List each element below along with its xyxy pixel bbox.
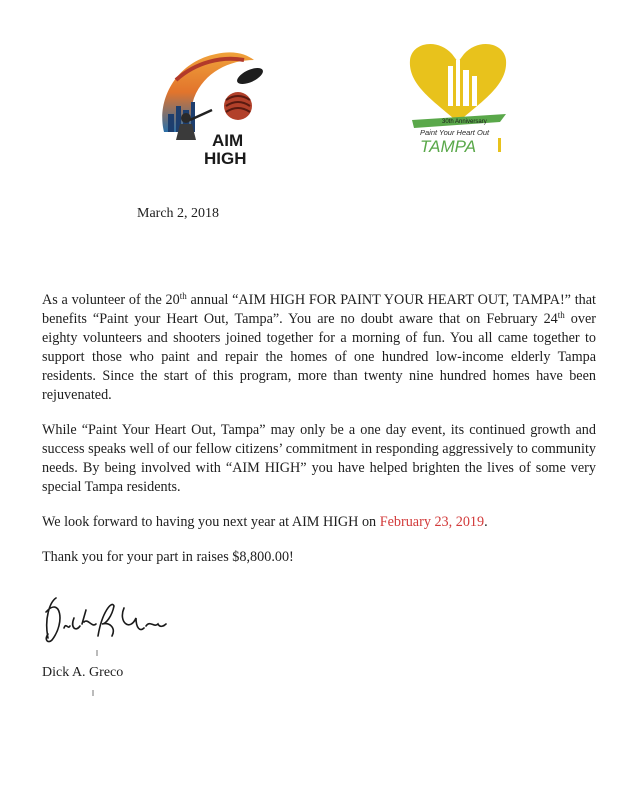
paint-your-heart-out-logo [402,36,514,161]
tagline-text: Paint Your Heart Out [420,128,490,137]
scan-mark [92,690,94,696]
letter-date: March 2, 2018 [137,206,220,221]
event-date: February 23, 2019 [379,514,485,530]
letter-body [42,291,596,583]
paragraph-intro: As a volunteer of the 20th annual “AIM HIGH FOR PAINT YOUR HEART OUT, TAMPA!” that benefits “Paint your Heart Out, Tampa”. You are no doubt aware that on February 24th over eighty volunteers and shooters joined together for a morning of fun. You all came together to support those who paint and repair the homes of one hundred low-income elderly Tampa residents. Since the start of this program, more than twenty nine hundred homes have been rejuvenated. [42,291,596,403]
city-text: TAMPA [420,137,477,156]
anniversary-text: 30th Anniversary [442,119,487,125]
signer-name: Dick A. Greco [42,665,124,680]
logo-aim-text: AIM [212,131,244,150]
scan-mark [96,650,98,656]
paragraph-next-year: We look forward to having you next year at AIM HIGH on February 23, 2019. [42,514,488,530]
paragraph-thanks: Thank you for your part in raises $8,800.00! [42,549,294,565]
paragraph-growth: While “Paint Your Heart Out, Tampa” may only be a one day event, its continued growth and success speaks well of our fellow citizens’ commitment in responding aggressively to community needs. By being involved with “AIM HIGH” you have helped brighten the lives of some very special Tampa residents. [42,422,596,495]
logo-high-text: HIGH [204,149,247,168]
aim-high-logo [146,40,276,170]
signature-graphic [40,588,170,646]
clay-target-icon [224,65,265,120]
